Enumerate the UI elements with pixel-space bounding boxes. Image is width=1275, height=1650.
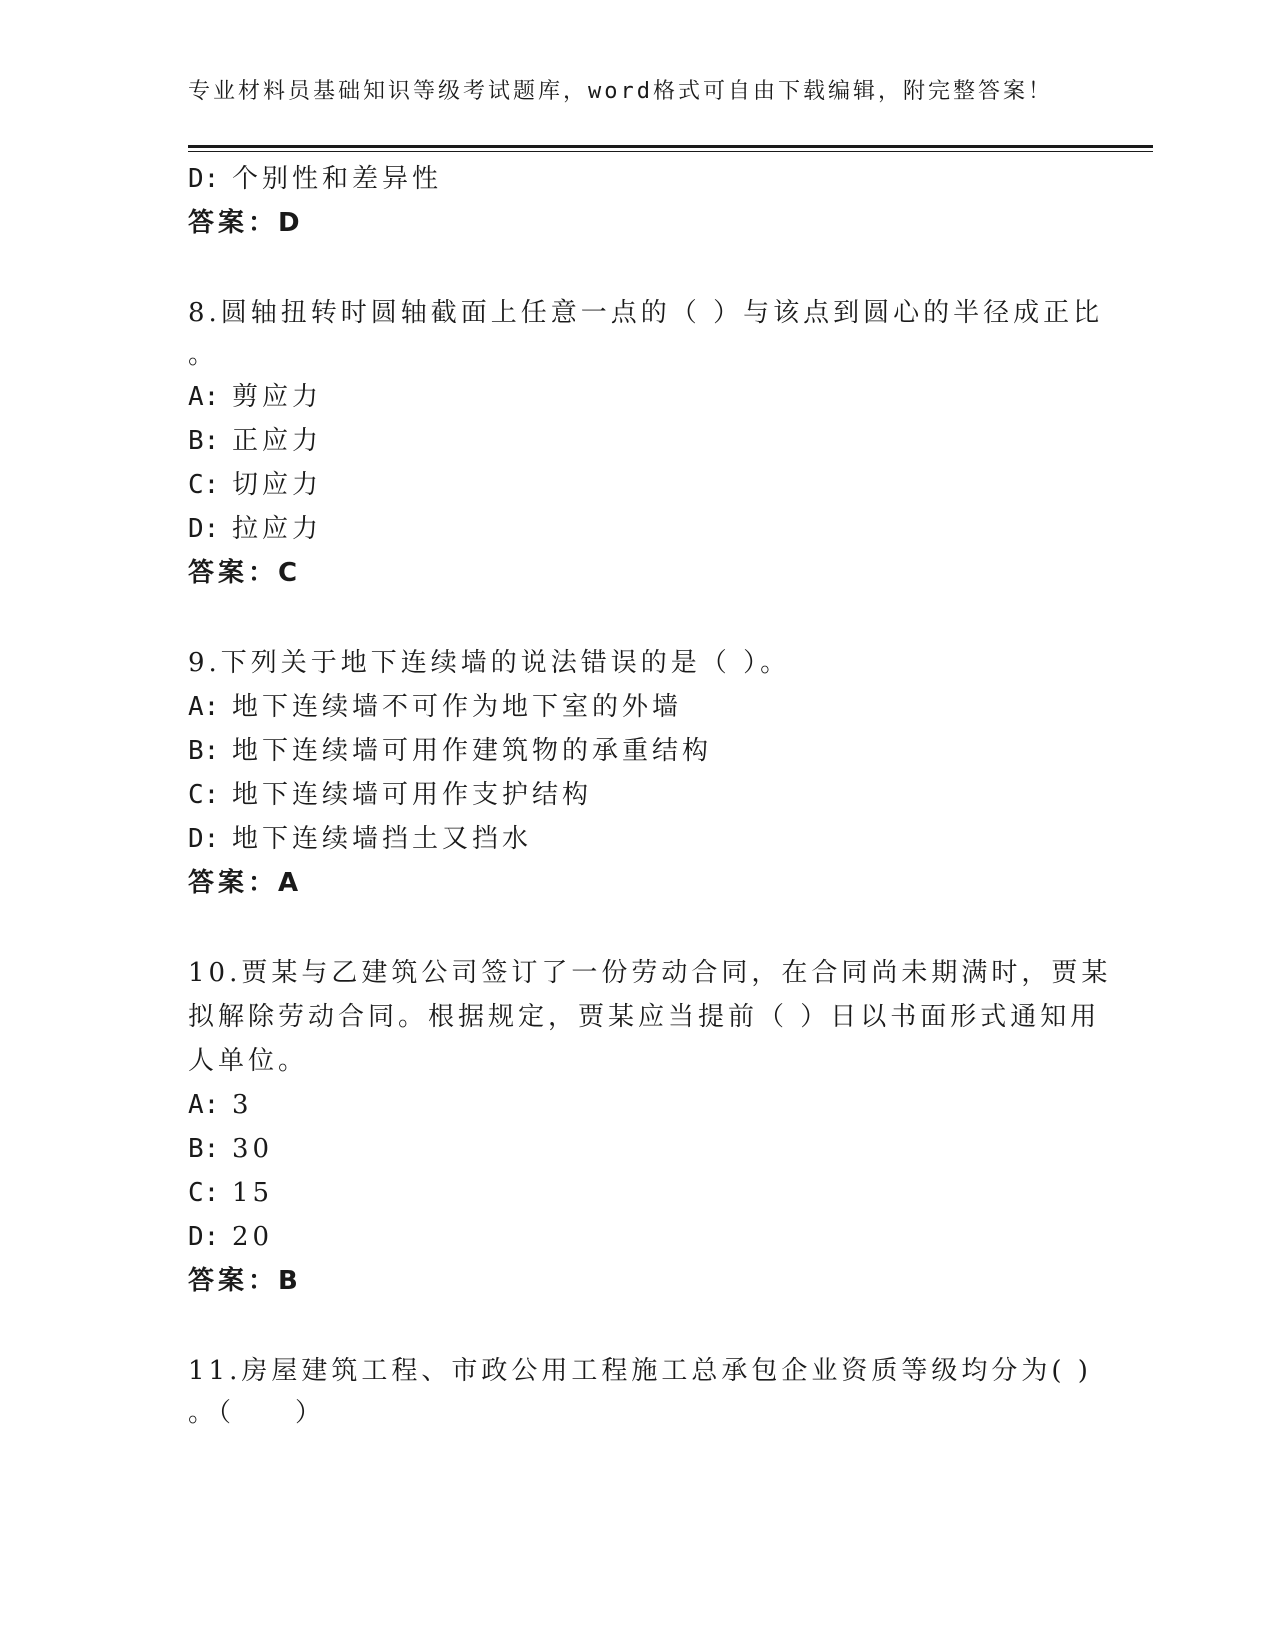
- q10-stem-line2: 拟解除劳动合同。根据规定，贾某应当提前（ ）日以书面形式通知用: [188, 1002, 1101, 1032]
- option-text: 30: [232, 1134, 274, 1164]
- prev-answer: 答案：D: [188, 208, 304, 238]
- header-rule-thin: [188, 151, 1153, 152]
- q8-option-c: [188, 470, 322, 500]
- q10-option-b: [188, 1134, 273, 1164]
- option-key: D:: [188, 164, 220, 194]
- option-text: 切应力: [232, 470, 323, 500]
- option-text: 地下连续墙可用作支护结构: [232, 780, 593, 810]
- q10-option-a: [188, 1090, 253, 1120]
- option-key: D:: [188, 514, 220, 544]
- q8-option-a: [188, 382, 322, 412]
- option-text: 拉应力: [232, 514, 323, 544]
- option-text: 地下连续墙不可作为地下室的外墙: [232, 692, 683, 722]
- option-key: D:: [188, 1222, 220, 1252]
- option-key: C:: [188, 780, 220, 810]
- q10-stem-line1: 10.贾某与乙建筑公司签订了一份劳动合同，在合同尚未期满时，贾某: [188, 958, 1112, 988]
- q9-option-b: [188, 736, 712, 766]
- q9-answer: 答案：A: [188, 868, 303, 898]
- option-key: C:: [188, 470, 220, 500]
- q10-stem-line3: 人单位。: [188, 1046, 309, 1076]
- option-text: 剪应力: [232, 382, 323, 412]
- option-text: 15: [232, 1178, 274, 1208]
- option-key: C:: [188, 1178, 220, 1208]
- header-rule-thick: [188, 145, 1153, 148]
- option-key: B:: [188, 1134, 220, 1164]
- q9-stem-line1: 9.下列关于地下连续墙的说法错误的是（ ）。: [188, 648, 791, 678]
- q11-stem-line1: 11.房屋建筑工程、市政公用工程施工总承包企业资质等级均分为( ): [188, 1356, 1092, 1386]
- q8-stem-line2: 。: [188, 340, 219, 370]
- option-key: B:: [188, 426, 220, 456]
- page-header: 专业材料员基础知识等级考试题库，word格式可自由下载编辑，附完整答案！: [188, 79, 1053, 104]
- q8-answer: 答案：C: [188, 558, 302, 588]
- q10-answer: 答案：B: [188, 1266, 302, 1296]
- option-key: B:: [188, 736, 220, 766]
- option-text: 3: [232, 1090, 253, 1120]
- option-text: 正应力: [232, 426, 323, 456]
- option-key: A:: [188, 1090, 220, 1120]
- q8-option-d: [188, 514, 322, 544]
- option-text: 地下连续墙挡土又挡水: [232, 824, 533, 854]
- prev-option-d: [188, 164, 442, 194]
- q9-option-c: [188, 780, 592, 810]
- q9-option-a: [188, 692, 682, 722]
- q11-stem-line2: 。（ ）: [188, 1398, 326, 1428]
- q9-option-d: [188, 824, 532, 854]
- option-key: A:: [188, 692, 220, 722]
- option-text: 20: [232, 1222, 274, 1252]
- option-key: A:: [188, 382, 220, 412]
- option-text: 地下连续墙可用作建筑物的承重结构: [232, 736, 713, 766]
- option-key: D:: [188, 824, 220, 854]
- option-text: 个别性和差异性: [232, 164, 443, 194]
- q8-option-b: [188, 426, 322, 456]
- q10-option-c: [188, 1178, 273, 1208]
- q10-option-d: [188, 1222, 273, 1252]
- q8-stem-line1: 8.圆轴扭转时圆轴截面上任意一点的（ ）与该点到圆心的半径成正比: [188, 298, 1104, 328]
